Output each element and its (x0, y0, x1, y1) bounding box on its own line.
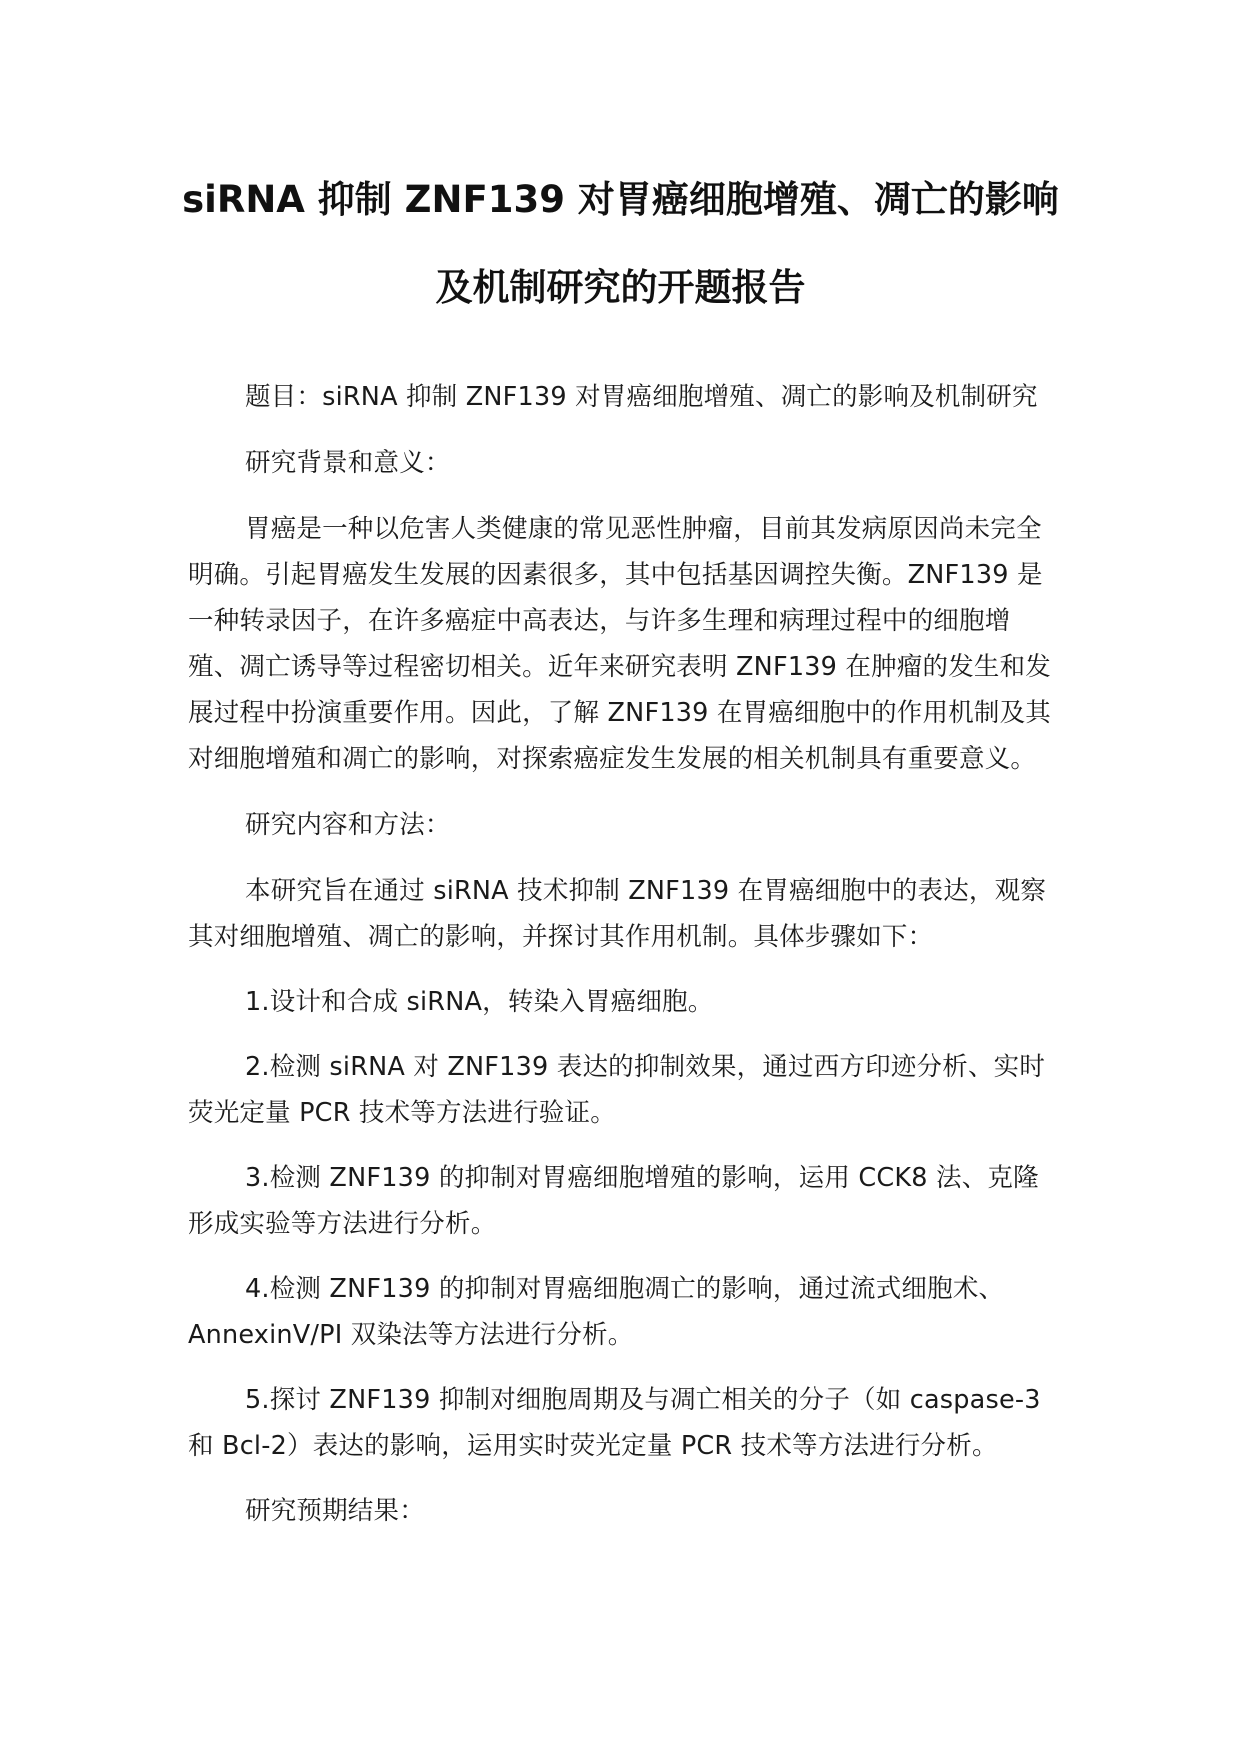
heading-background: 研究背景和意义： (245, 448, 451, 478)
list-item-step-1: 1.设计和合成 siRNA，转染入胃癌细胞。 (245, 987, 714, 1017)
list-item-step-2: 2.检测 siRNA 对 ZNF139 表达的抑制效果，通过西方印迹分析、实时荧光定量 PCR 技术等方法进行验证。 (188, 1052, 1046, 1128)
list-item-step-5: 5.探讨 ZNF139 抑制对细胞周期及与凋亡相关的分子（如 caspase-3 和 Bcl-2）表达的影响，运用实时荧光定量 PCR 技术等方法进行分析。 (188, 1385, 1041, 1461)
document-body (188, 374, 1052, 1534)
heading-expected-results: 研究预期结果： (245, 1496, 425, 1526)
list-item-step-4: 4.检测 ZNF139 的抑制对胃癌细胞凋亡的影响，通过流式细胞术、AnnexinV/PI 双染法等方法进行分析。 (188, 1274, 1005, 1350)
paragraph-methods-intro: 本研究旨在通过 siRNA 技术抑制 ZNF139 在胃癌细胞中的表达，观察其对细胞增殖、凋亡的影响，并探讨其作用机制。具体步骤如下： (188, 876, 1047, 952)
list-item-step-3: 3.检测 ZNF139 的抑制对胃癌细胞增殖的影响，运用 CCK8 法、克隆形成实验等方法进行分析。 (188, 1163, 1039, 1239)
heading-methods: 研究内容和方法： (245, 810, 451, 840)
document-title-line-2: 及机制研究的开题报告 (435, 266, 806, 309)
paragraph-background: 胃癌是一种以危害人类健康的常见恶性肿瘤，目前其发病原因尚未完全明确。引起胃癌发生发展的因素很多，其中包括基因调控失衡。ZNF139 是一种转录因子，在许多癌症中高表达，与许多生理和病理过程中的细胞增殖、凋亡诱导等过程密切相关。近年来研究表明 ZNF139 在肿瘤的发生和发展过程中扮演重要作用。因此，了解 ZNF139 在胃癌细胞中的作用机制及其对细胞增殖和凋亡的影响，对探索癌症发生发展的相关机制具有重要意义。 (188, 514, 1051, 774)
document-title-line-1: siRNA 抑制 ZNF139 对胃癌细胞增殖、凋亡的影响 (182, 178, 1059, 221)
paragraph-topic: 题目：siRNA 抑制 ZNF139 对胃癌细胞增殖、凋亡的影响及机制研究 (245, 382, 1038, 412)
